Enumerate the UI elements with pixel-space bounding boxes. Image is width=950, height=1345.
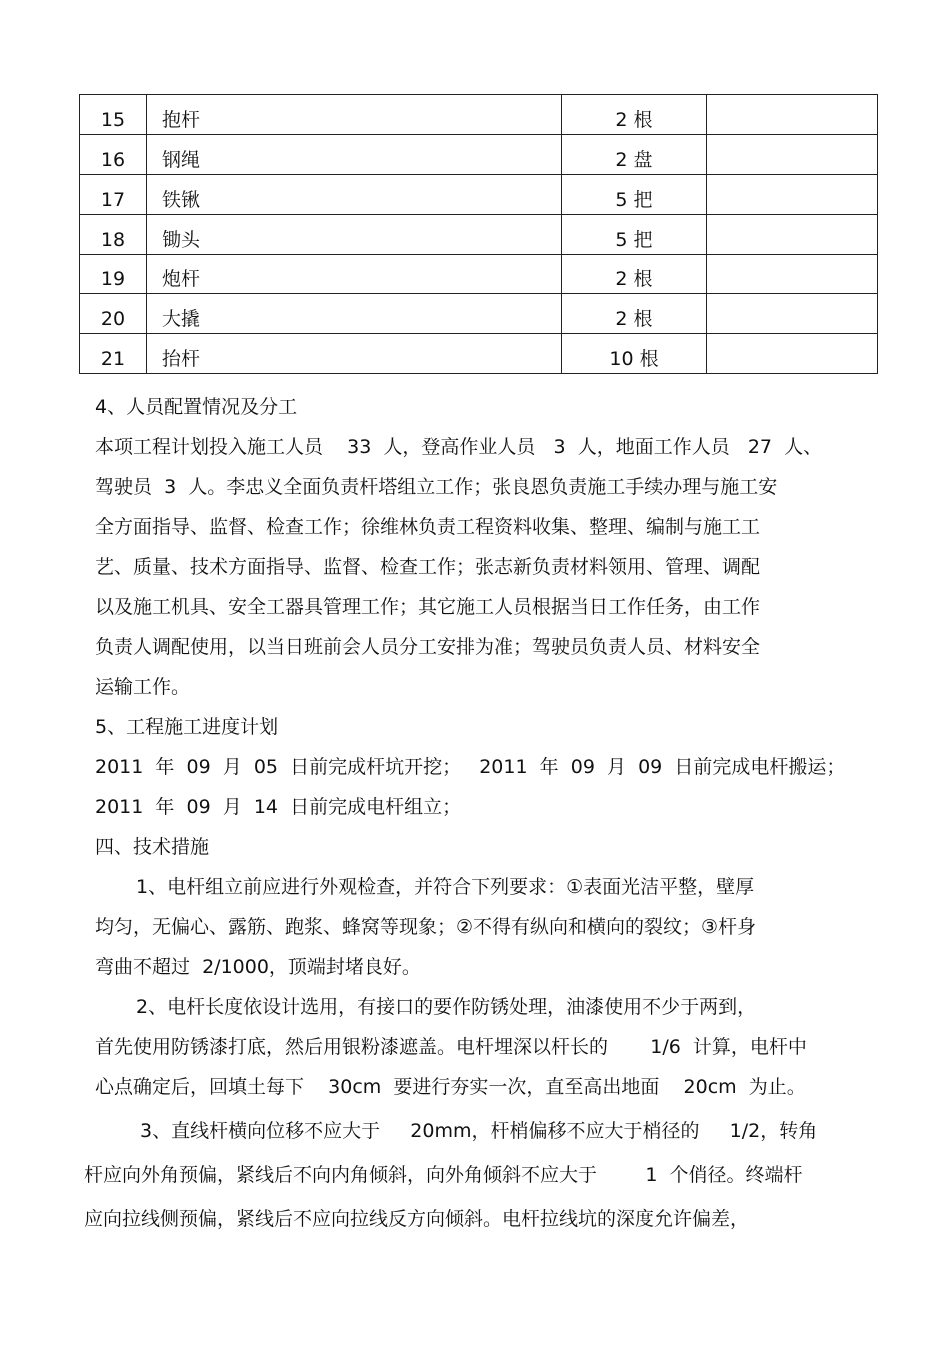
section4-line-7: 运输工作。 <box>95 676 191 698</box>
table-row <box>80 294 878 334</box>
tech-p3-line-1: 3、直线杆横向位移不应大于 20mm，杆梢偏移不应大于梢径的 1/2，转角 <box>140 1120 818 1142</box>
tool-name-cell: 锄头 <box>147 214 562 254</box>
tool-quantity-cell: 2 盘 <box>562 134 707 174</box>
tool-note-cell <box>707 95 878 135</box>
tech-p3-line-3: 应向拉线侧预偏，紧线后不应向拉线反方向倾斜。电杆拉线坑的深度允许偏差， <box>84 1208 750 1230</box>
row-number-cell: 20 <box>80 294 147 334</box>
section4-line-3: 全方面指导、监督、检查工作；徐维林负责工程资料收集、整理、编制与施工工 <box>95 516 761 538</box>
tool-note-cell <box>707 214 878 254</box>
tool-quantity-cell: 10 根 <box>562 334 707 374</box>
row-number-cell: 21 <box>80 334 147 374</box>
tech-p3-line-2: 杆应向外角预偏，紧线后不向内角倾斜，向外角倾斜不应大于 1 个俏径。终端杆 <box>84 1164 803 1186</box>
tool-name-cell: 钢绳 <box>147 134 562 174</box>
tool-quantity-cell: 2 根 <box>562 254 707 294</box>
section4-line-1: 本项工程计划投入施工人员 33 人，登高作业人员 3 人，地面工作人员 27 人、 <box>95 436 823 458</box>
section5-heading: 5、工程施工进度计划 <box>95 716 279 738</box>
tech-p2-line-1: 2、电杆长度依设计选用，有接口的要作防锈处理，油漆使用不少于两到， <box>136 996 757 1018</box>
tools-table-body <box>80 95 878 374</box>
tool-note-cell <box>707 294 878 334</box>
table-row <box>80 214 878 254</box>
row-number-cell: 18 <box>80 214 147 254</box>
section4-line-6: 负责人调配使用，以当日班前会人员分工安排为准；驾驶员负责人员、材料安全 <box>95 636 761 658</box>
tool-name-cell: 铁锹 <box>147 174 562 214</box>
tech-heading: 四、技术措施 <box>95 836 210 858</box>
tool-quantity-cell: 5 把 <box>562 174 707 214</box>
table-row <box>80 134 878 174</box>
tool-name-cell: 炮杆 <box>147 254 562 294</box>
tool-name-cell: 大撬 <box>147 294 562 334</box>
tool-name-cell: 抬杆 <box>147 334 562 374</box>
tool-quantity-cell: 2 根 <box>562 294 707 334</box>
section4-line-4: 艺、质量、技术方面指导、监督、检查工作；张志新负责材料领用、管理、调配 <box>95 556 761 578</box>
section4-line-5: 以及施工机具、安全工器具管理工作；其它施工人员根据当日工作任务，由工作 <box>95 596 761 618</box>
tool-note-cell <box>707 334 878 374</box>
tech-p1-line-2: 均匀，无偏心、露筋、跑浆、蜂窝等现象；②不得有纵向和横向的裂纹；③杆身 <box>95 916 757 938</box>
table-row <box>80 254 878 294</box>
row-number-cell: 16 <box>80 134 147 174</box>
table-row <box>80 334 878 374</box>
tech-p2-line-3: 心点确定后，回填土每下 30cm 要进行夯实一次，直至高出地面 20cm 为止。 <box>95 1076 806 1098</box>
row-number-cell: 19 <box>80 254 147 294</box>
section5-line-1: 2011 年 09 月 05 日前完成杆坑开挖； 2011 年 09 月 09 日前完成电杆搬运； <box>95 756 846 778</box>
tool-name-cell: 抱杆 <box>147 95 562 135</box>
tech-p2-line-2: 首先使用防锈漆打底，然后用银粉漆遮盖。电杆埋深以杆长的 1/6 计算，电杆中 <box>95 1036 807 1058</box>
row-number-cell: 17 <box>80 174 147 214</box>
section4-line-2: 驾驶员 3 人。李忠义全面负责杆塔组立工作；张良恩负责施工手续办理与施工安 <box>95 476 778 498</box>
row-number-cell: 15 <box>80 95 147 135</box>
tools-table <box>79 94 878 374</box>
tool-note-cell <box>707 134 878 174</box>
tech-p1-line-1: 1、电杆组立前应进行外观检查，并符合下列要求：①表面光洁平整，壁厚 <box>136 876 755 898</box>
tool-quantity-cell: 5 把 <box>562 214 707 254</box>
table-row <box>80 174 878 214</box>
section5-line-2: 2011 年 09 月 14 日前完成电杆组立； <box>95 796 462 818</box>
section4-heading: 4、人员配置情况及分工 <box>95 396 298 418</box>
tool-note-cell <box>707 254 878 294</box>
tech-p1-line-3: 弯曲不超过 2/1000，顶端封堵良好。 <box>95 956 421 978</box>
tool-quantity-cell: 2 根 <box>562 95 707 135</box>
tool-note-cell <box>707 174 878 214</box>
table-row <box>80 95 878 135</box>
